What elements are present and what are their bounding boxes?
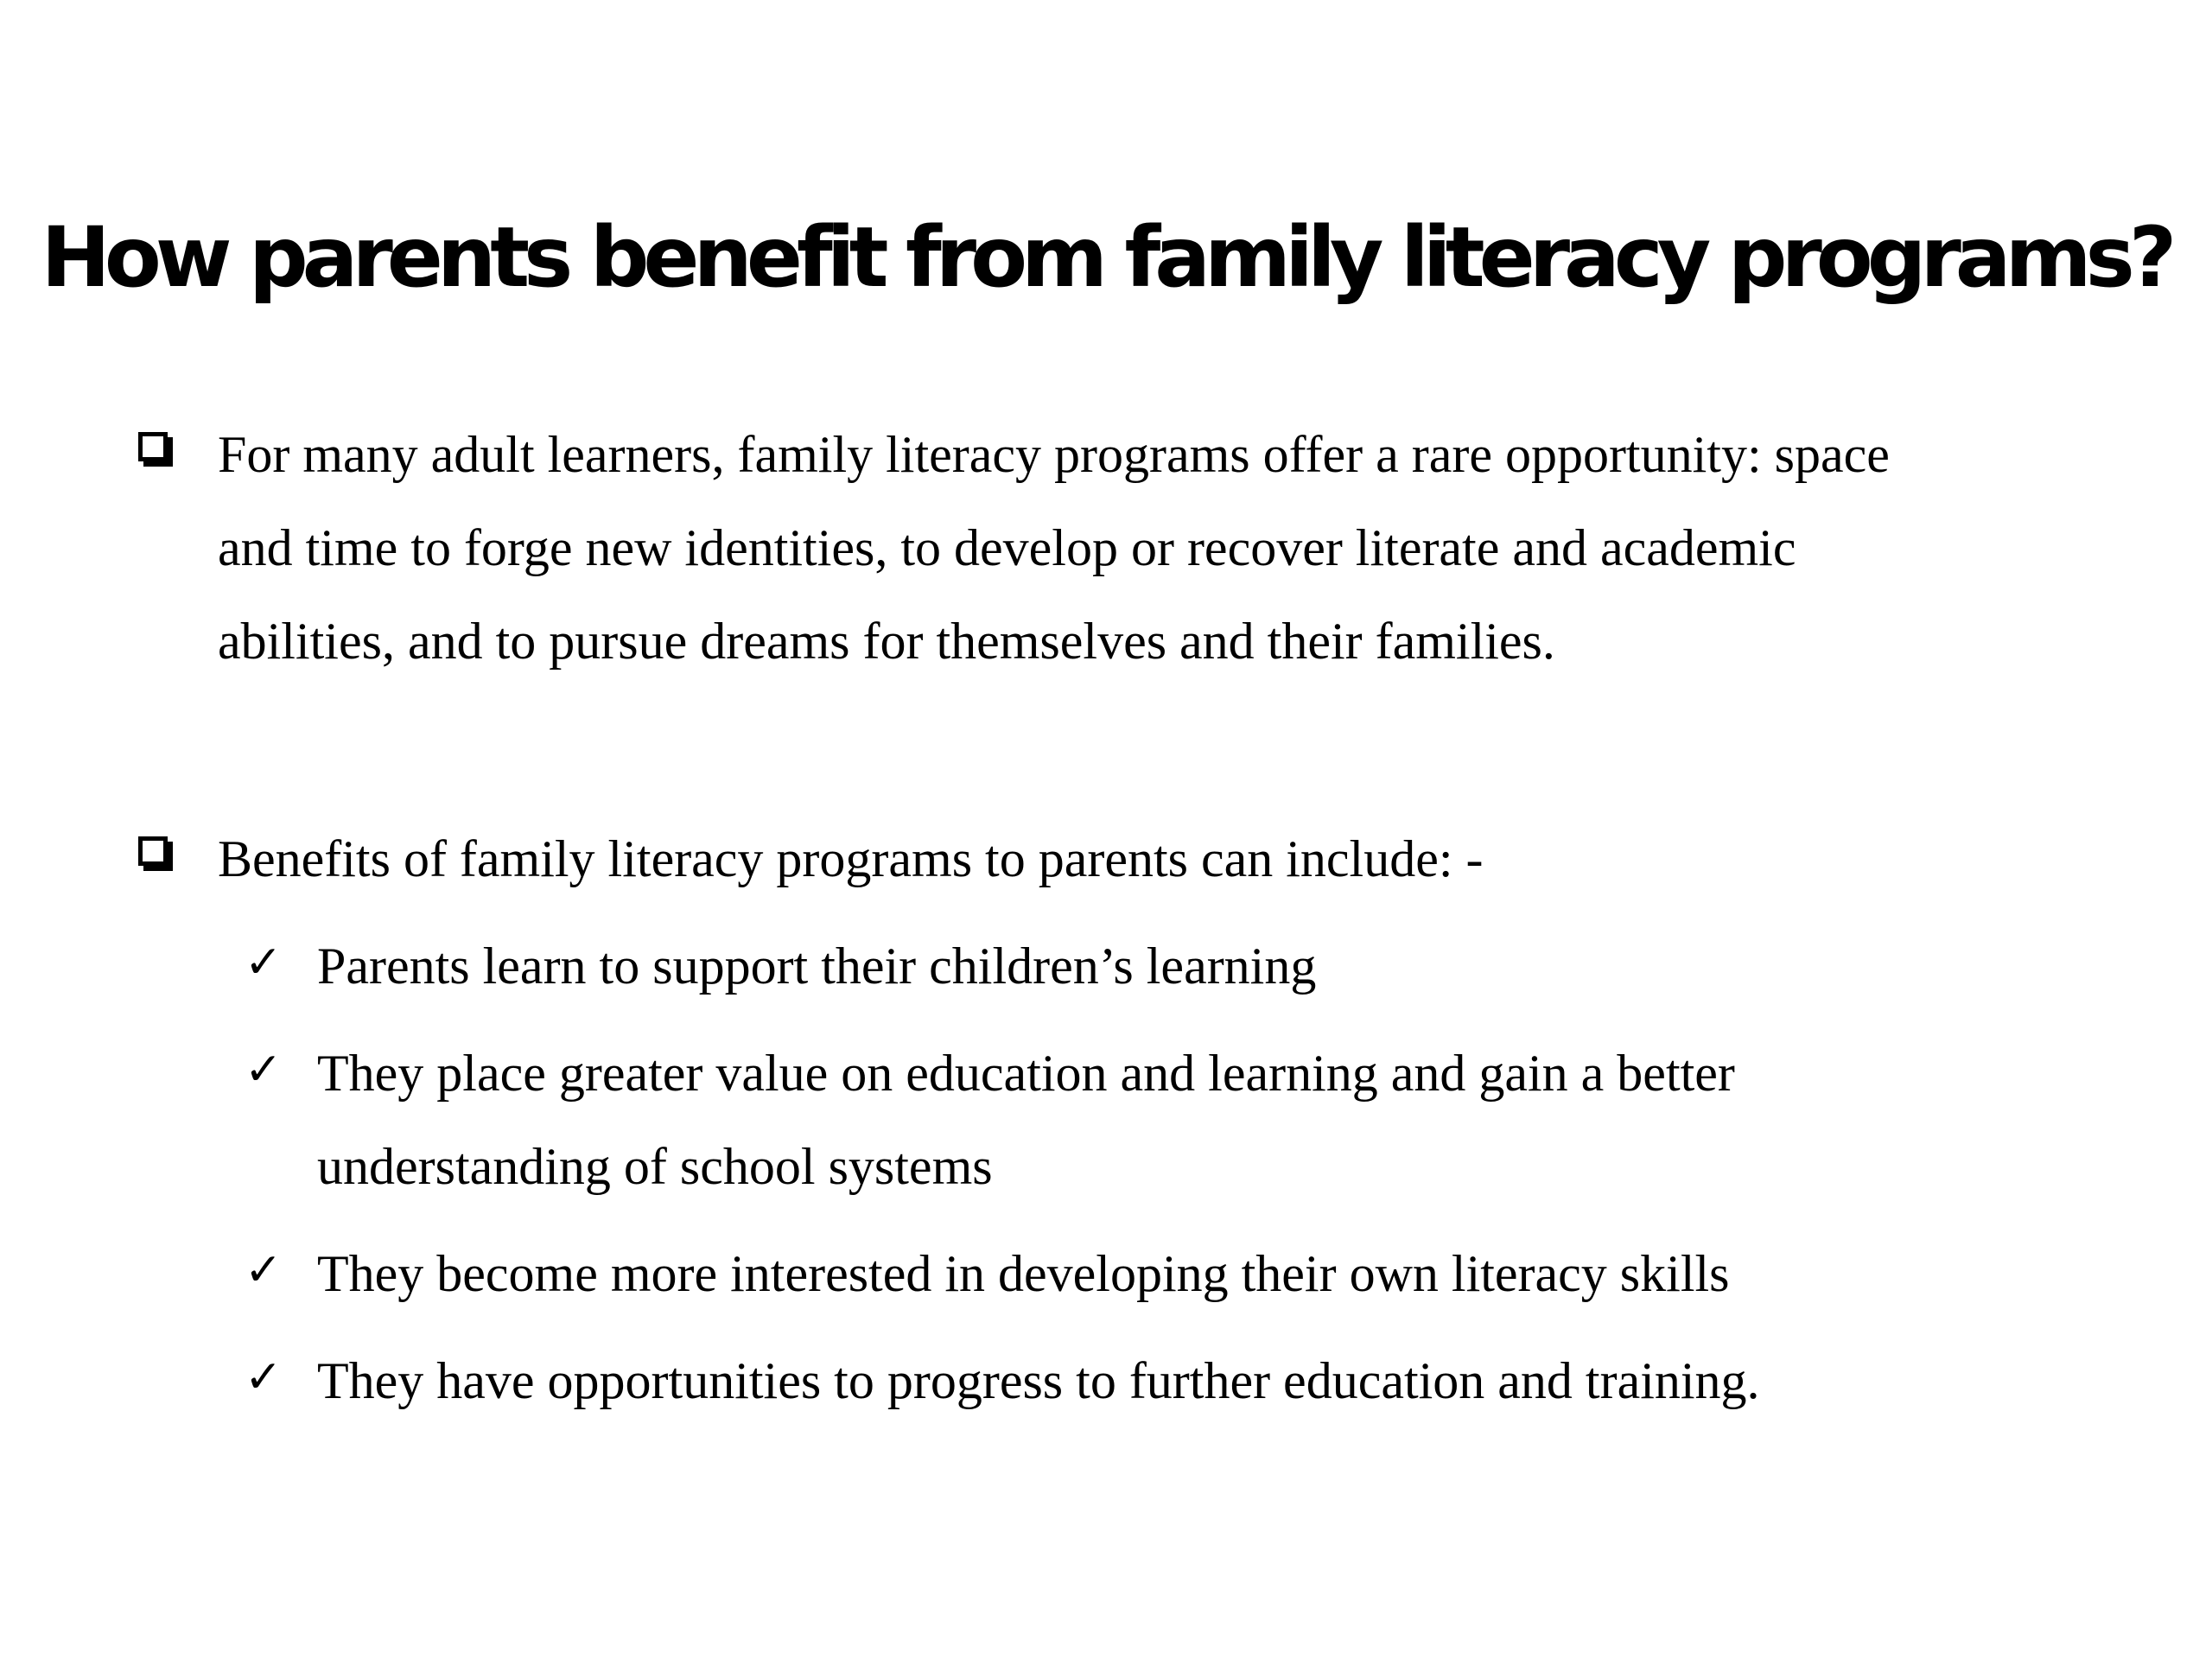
text-line: They become more interested in developing their own literacy skills bbox=[317, 1245, 1730, 1302]
text-line: They place greater value on education and learning and gain a better bbox=[317, 1045, 1735, 1102]
check-text bbox=[317, 1027, 2045, 1213]
bullet-text bbox=[218, 408, 2205, 688]
bullet-text bbox=[218, 812, 2205, 906]
checkmark-icon: ✓ bbox=[245, 1244, 283, 1296]
text-line: and time to forge new identities, to develop or recover literate and academic bbox=[218, 519, 1796, 576]
check-text bbox=[317, 1334, 2045, 1427]
text-line: They have opportunities to progress to further education and training. bbox=[317, 1352, 1760, 1409]
slide-title: How parents benefit from family literacy programs? bbox=[41, 209, 2171, 306]
text-line: understanding of school systems bbox=[317, 1138, 993, 1195]
checkmark-icon: ✓ bbox=[245, 1044, 283, 1096]
check-text bbox=[317, 1227, 2045, 1320]
check-text bbox=[317, 919, 2045, 1013]
checkmark-icon: ✓ bbox=[245, 937, 283, 988]
checkmark-icon: ✓ bbox=[245, 1351, 283, 1403]
text-line: Parents learn to support their children’s learning bbox=[317, 938, 1317, 995]
text-line: Benefits of family literacy programs to parents can include: - bbox=[218, 830, 1484, 887]
square-bullet-icon bbox=[138, 432, 168, 461]
text-line: abilities, and to pursue dreams for themselves and their families. bbox=[218, 613, 1555, 670]
square-bullet-icon bbox=[138, 836, 168, 866]
text-line: For many adult learners, family literacy programs offer a rare opportunity: space bbox=[218, 426, 1890, 483]
